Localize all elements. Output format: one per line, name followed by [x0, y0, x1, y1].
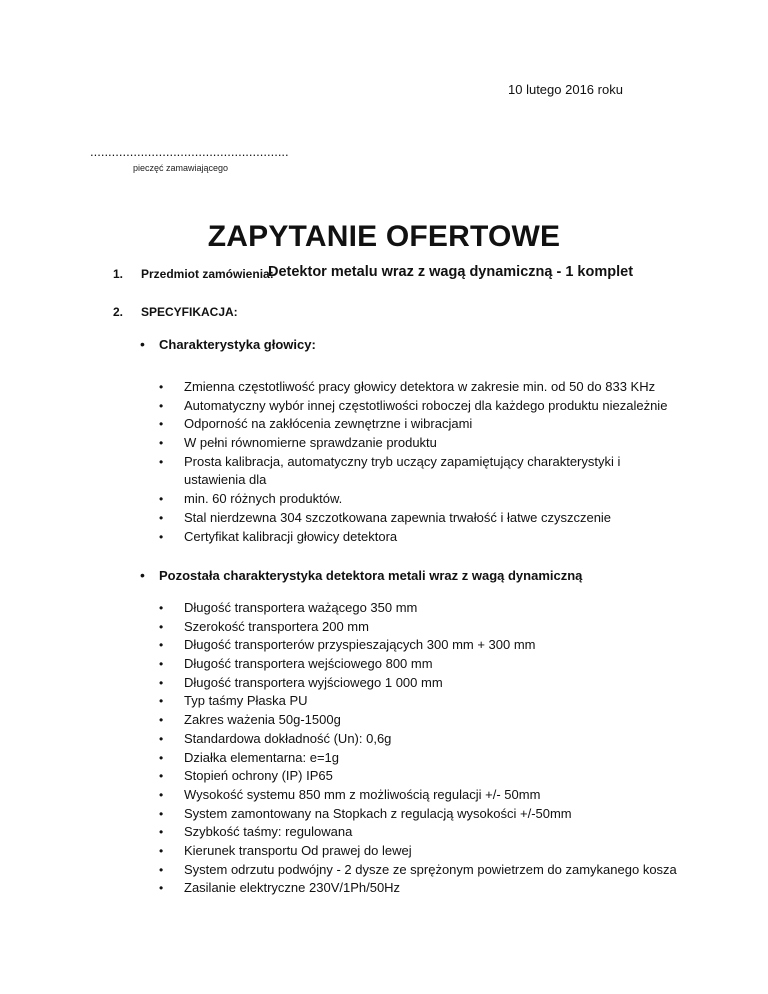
- list-item-text: Automatyczny wybór innej częstotliwości roboczej dla każdego produktu niezależnie: [184, 397, 668, 413]
- list-item-text: Typ taśmy Płaska PU: [184, 693, 308, 709]
- bullet-icon: •: [159, 881, 164, 896]
- bullet-icon: •: [159, 750, 164, 765]
- bullet-icon: •: [159, 713, 164, 728]
- group-1-bullet: •: [140, 336, 145, 352]
- bullet-icon: •: [159, 417, 164, 432]
- bullet-icon: •: [159, 825, 164, 840]
- list-item-text: Stal nierdzewna 304 szczotkowana zapewnia trwałość i łatwe czyszczenie: [184, 509, 612, 525]
- section-2-number: 2.: [113, 305, 124, 319]
- document-title: ZAPYTANIE OFERTOWE: [207, 220, 561, 253]
- list-item-text: System odrzutu podwójny - 2 dysze ze sprężonym powietrzem do zamykanego kosza: [184, 861, 677, 877]
- bullet-icon: •: [159, 510, 164, 525]
- list-item-text: min. 60 różnych produktów.: [184, 491, 343, 507]
- bullet-icon: •: [159, 492, 164, 507]
- list-item-text: Działka elementarna: e=1g: [184, 749, 340, 765]
- section-1-label: Przedmiot zamówienia:: [141, 267, 274, 281]
- bullet-icon: •: [159, 769, 164, 784]
- stamp-label: pieczęć zamawiającego: [133, 163, 229, 173]
- bullet-icon: •: [159, 843, 164, 858]
- list-item-text: Długość transportera wyjściowego 1 000 mm: [184, 674, 443, 690]
- list-item-text: Długość transportera ważącego 350 mm: [184, 600, 418, 615]
- list-item-text: Szerokość transportera 200 mm: [184, 618, 369, 634]
- list-item-text: Certyfikat kalibracji głowicy detektora: [184, 528, 398, 544]
- list-item-text: Długość transporterów przyspieszających 300 mm + 300 mm: [184, 637, 536, 653]
- bullet-icon: •: [159, 601, 164, 615]
- section-1-value: Detektor metalu wraz z wagą dynamiczną - 1 komplet: [268, 264, 634, 280]
- list-item-text: Długość transportera wejściowego 800 mm: [184, 656, 433, 672]
- list-item-text: Wysokość systemu 850 mm z możliwością regulacji +/- 50mm: [184, 786, 541, 802]
- bullet-icon: •: [159, 675, 164, 690]
- bullet-icon: •: [159, 862, 164, 877]
- bullet-icon: •: [159, 380, 164, 394]
- bullet-icon: •: [159, 454, 164, 469]
- list-item-text: Kierunek transportu Od prawej do lewej: [184, 842, 412, 858]
- list-item-text: Odporność na zakłócenia zewnętrzne i wibracjami: [184, 416, 473, 432]
- group-2-bullet: •: [140, 567, 145, 583]
- list-item-text: Prosta kalibracja, automatyczny tryb uczący zapamiętujący charakterystyki i: [184, 453, 621, 469]
- bullet-icon: •: [159, 638, 164, 653]
- list-item-text: Zmienna częstotliwość pracy głowicy detektora w zakresie min. od 50 do 833 KHz: [184, 379, 656, 394]
- list-item-text: Zasilanie elektryczne 230V/1Ph/50Hz: [184, 880, 401, 896]
- list-item-text: ustawienia dla: [184, 472, 267, 488]
- list-item-text: Zakres ważenia 50g-1500g: [184, 712, 341, 728]
- bullet-icon: •: [159, 529, 164, 544]
- list-item-text: Stopień ochrony (IP) IP65: [184, 768, 333, 784]
- list-item-text: W pełni równomierne sprawdzanie produktu: [184, 435, 437, 451]
- document-date: 10 lutego 2016 roku: [508, 82, 623, 97]
- group-1-heading: Charakterystyka głowicy:: [159, 337, 316, 352]
- list-item-text: Standardowa dokładność (Un): 0,6g: [184, 730, 392, 746]
- bullet-icon: •: [159, 694, 164, 709]
- bullet-icon: •: [159, 436, 164, 451]
- bullet-icon: •: [159, 619, 164, 634]
- bullet-icon: •: [159, 398, 164, 413]
- bullet-icon: •: [159, 731, 164, 746]
- stamp-signature-line: .......................................................: [90, 144, 289, 159]
- bullet-icon: •: [159, 657, 164, 672]
- section-1-number: 1.: [113, 267, 124, 281]
- bullet-icon: •: [159, 806, 164, 821]
- list-item-text: Szybkość taśmy: regulowana: [184, 824, 353, 840]
- group-2-heading: Pozostała charakterystyka detektora metali wraz z wagą dynamiczną: [159, 568, 583, 583]
- section-2-label: SPECYFIKACJA:: [141, 305, 238, 319]
- list-item-text: System zamontowany na Stopkach z regulacją wysokości +/-50mm: [184, 805, 572, 821]
- bullet-icon: •: [159, 787, 164, 802]
